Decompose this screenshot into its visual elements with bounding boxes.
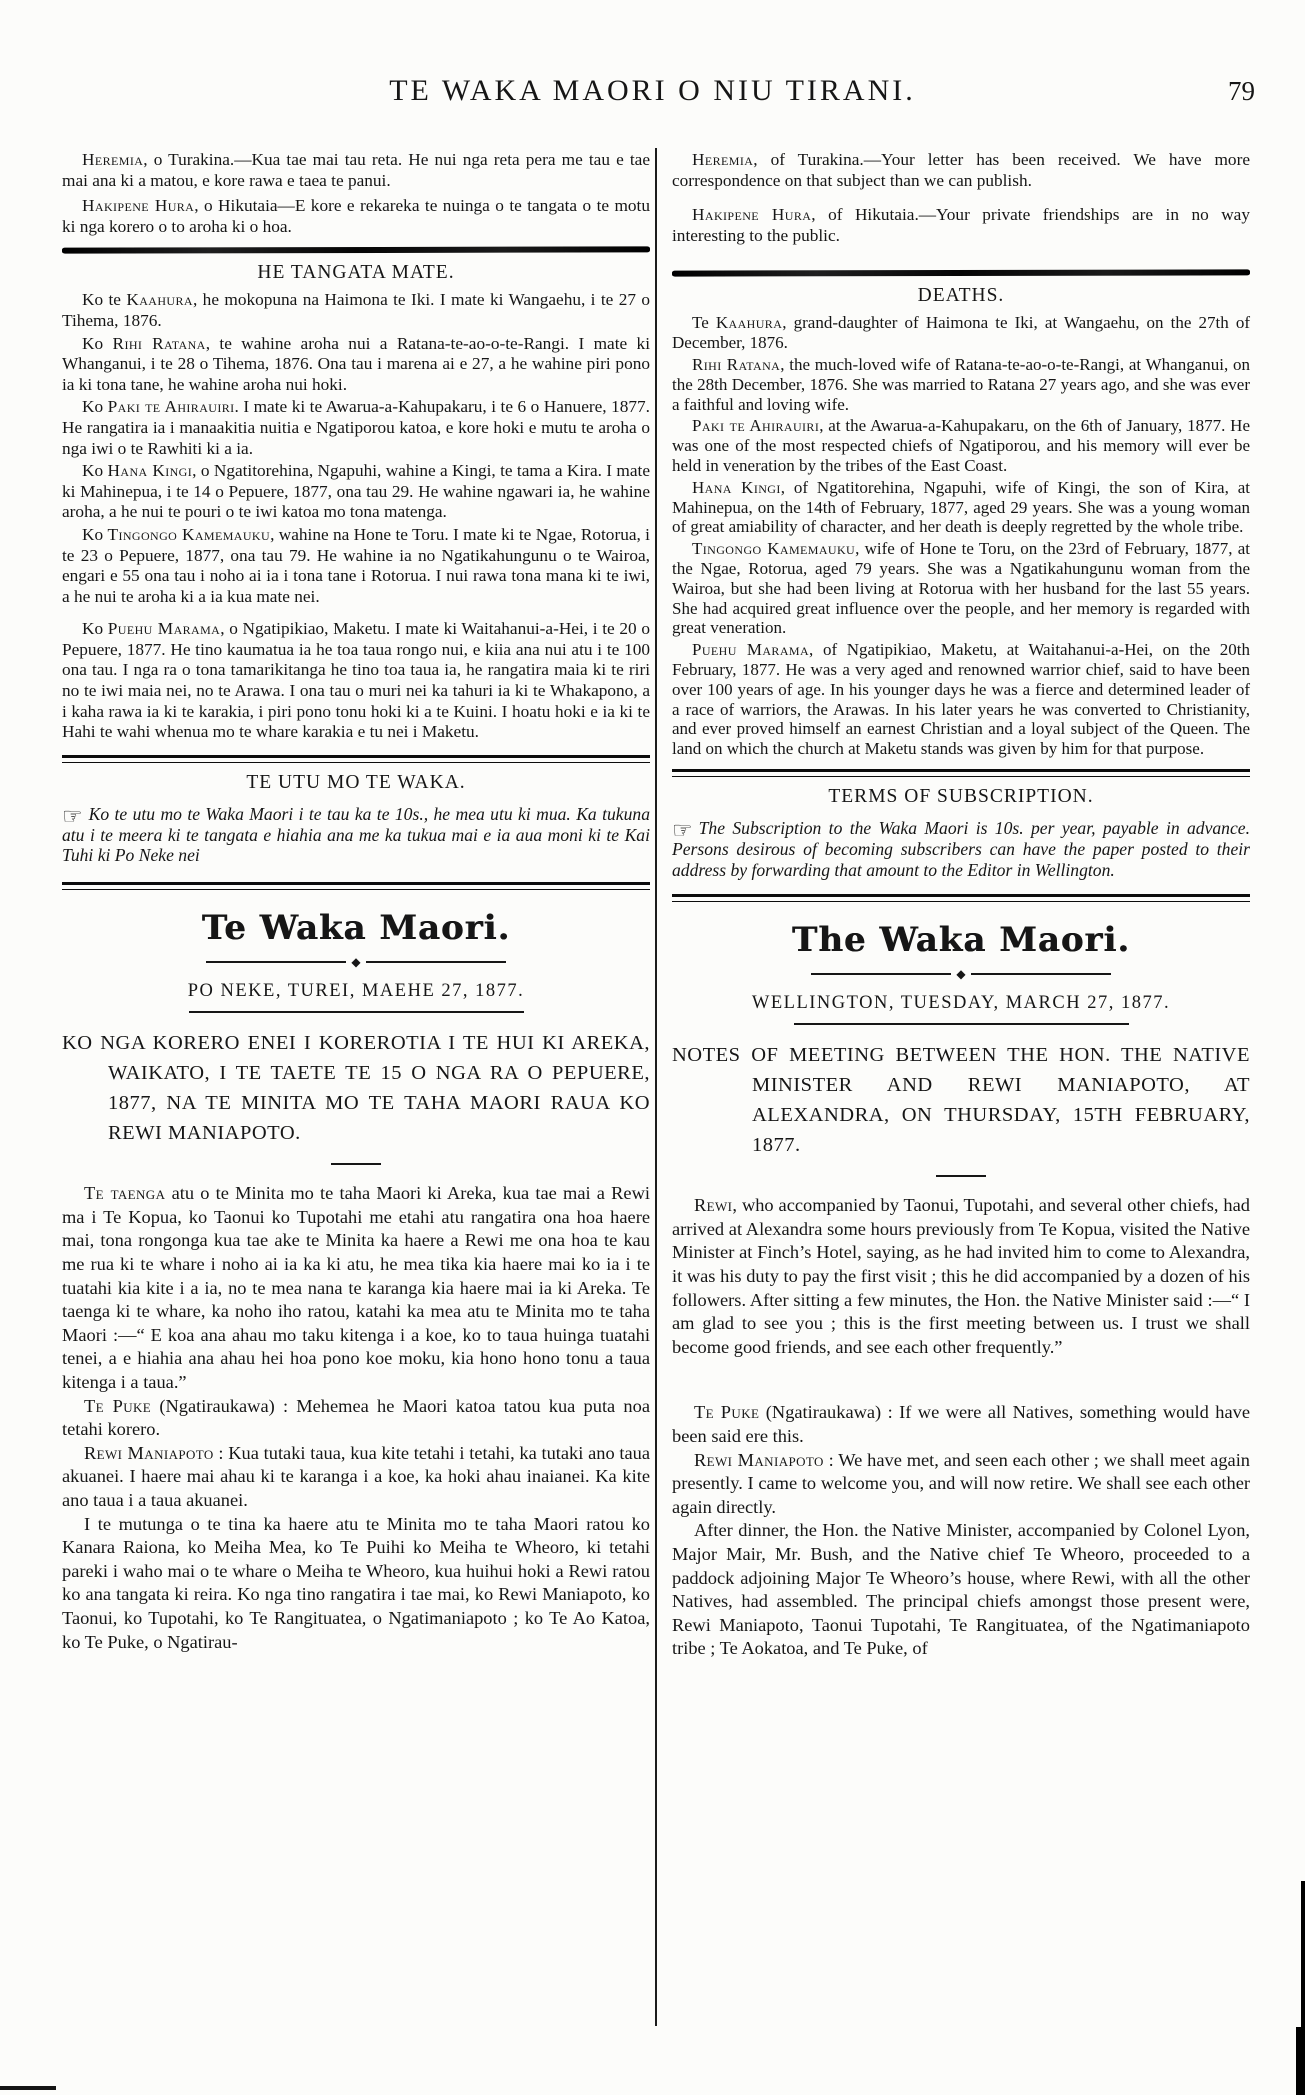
notice-text: , o Hikutaia—E kore e rekareka te nuinga o te tangata o te motu ki nga korero o to aroha ki o hoa. [62,196,650,236]
entry-text: , grand-daughter of Haimona te Iki, at Wangaehu, on the 27th of December, 1876. [672,313,1250,353]
deceased-name: Rihi Ratana [112,333,206,353]
pointing-hand-icon: ☞ [672,817,693,844]
terms-heading: TERMS OF SUBSCRIPTION. [828,785,1094,807]
para-text: , who accompanied by Taonui, Tupotahi, and several other chiefs, had arrived at Alexandra some hours previously from Te Kopua, visited the Native Minister at Finch’s Hotel, saying, as he had invited him to come to Alexandra, it was his duty to pay the first visit ; this he did accompanied by a dozen of his followers. After sitting a few minutes, the Hon. the Native Minister said :—“ I am glad to see you ; this is the first meeting between us. I trust we shall become good friends, and see each other frequently.” [672,1195,1250,1357]
scan-artifact [0,2086,56,2090]
deceased-name: Puehu Marama [107,619,221,639]
deceased-name: Kaahura [715,313,783,333]
article-paragraph [62,1182,650,1394]
death-entry [62,461,650,523]
article-paragraph [672,1194,1250,1359]
speaker-name: Rewi Maniapoto [694,1449,824,1470]
article-body-english [672,1194,1250,1661]
divider-line [811,973,951,975]
double-rule [62,882,650,890]
death-entry [62,397,650,459]
entry-text: . I mate ki te Awarua-a-Kahupakaru, i te 6 o Hanuere, 1877. He rangatira ia i manaakitia nuitia e Ngatiporou katoa, e kore hoki e mutu te aroha o nga iwi o te Rawhiti ki a ia. [62,397,650,458]
diamond-icon: ◆ [351,955,361,970]
deceased-name: Hana Kingi [692,477,781,497]
masthead-divider [811,968,1111,980]
article-paragraph [62,1442,650,1513]
divider-line [366,961,506,963]
speaker-name: Te Puke [84,1395,152,1416]
right-column [672,150,1250,1661]
entry-intro: Ko [82,333,113,353]
death-entry [62,525,650,607]
subscription-note-maori [62,804,650,866]
death-entry [672,313,1250,353]
speaker-name: Rewi [694,1195,733,1216]
notice-text: , of Hikutaia.—Your private friendships are in no way interesting to the public. [672,205,1250,245]
subscription-text: The Subscription to the Waka Maori is 10s. per year, payable in advance. Persons desirous of becoming subscribers can have the paper posted to their address by forwarding that amount to the Editor in Wellington. [672,817,1250,880]
section-rule [936,1175,986,1177]
deceased-name: Tingongo Kamemauku [692,539,856,559]
notice-text: , of Turakina.—Your letter has been received. We have more correspondence on that subject than we can publish. [672,150,1250,190]
death-entry [62,334,650,396]
entry-intro: Ko [82,524,108,544]
deaths-section-english [672,285,1250,759]
entry-text: , at the Awarua-a-Kahupakaru, on the 6th of January, 1877. He was one of the most respected chiefs of Ngatiporou, and his memory will ever be held in veneration by the tribes of the East Coast. [672,416,1251,475]
deceased-name: Rihi Ratana [692,354,781,374]
correspondent-name: Hakipene Hura [692,205,812,225]
death-entry [62,290,650,331]
deaths-section-maori [62,262,650,742]
entry-text: , wahine na Hone te Toru. I mate ki te Ngae, Rotorua, i te 23 o Pepuere, 1877, ona tau 79. He wahine ia no Ngatikahungunu o te Wairoa, engari e 55 ona tau i noho ai ia i tona tane i Rotorua. I nui rawa tona mana ki te iwi, a he nui te aroha ki a ia kua mate nei. [62,524,650,606]
speaker-name: Rewi Maniapoto [84,1442,214,1463]
entry-text: , wife of Hone te Toru, on the 23rd of February, 1877, at the Ngae, Rotorua, aged 79 years. She was a Ngatikahungunu woman from the Wairoa, but she had been living at Rotorua with her husband for the last 55 years. She had acquired great influence over the people, and her memory is regarded with great veneration. [672,539,1250,638]
ornamental-rule [62,247,650,254]
entry-intro: Ko te [82,290,127,310]
article-headline-english: NOTES OF MEETING BETWEEN THE HON. THE NATIVE MINISTER AND REWI MANIAPOTO, AT ALEXANDRA, ON THURSDAY, 15TH FEBRUARY, 1877. [672,1044,1250,1157]
subscription-heading-maori: TE UTU MO TE WAKA. [246,771,466,793]
deceased-name: Puehu Marama [692,640,810,660]
death-entry [672,355,1250,414]
deceased-name: Paki te Ahirauiri [692,416,820,436]
article-paragraph [62,1513,650,1655]
para-text: : We have met, and seen each other ; we shall meet again presently. I came to welcome you, and will now retire. We shall see each other again directly. [672,1449,1250,1517]
deceased-name: Hana Kingi [107,461,193,481]
entry-intro: Ko [82,397,108,417]
article-paragraph [672,1519,1250,1661]
speaker-name: Te taenga [84,1183,166,1204]
correspondent-name: Hakipene Hura [82,196,195,216]
page-number: 79 [1228,76,1255,106]
page-title: TE WAKA MAORI O NIU TIRANI. [389,74,916,107]
notice-paragraph [62,150,650,191]
para-text: (Ngatiraukawa) : If we were all Natives, something would have been said ere this. [672,1402,1250,1447]
notice-paragraph [672,150,1250,191]
entry-intro: Ko [82,461,108,481]
entry-intro: Te [692,313,716,333]
article-headline-maori: KO NGA KORERO ENEI I KOREROTIA I TE HUI KI AREKA, WAIKATO, I TE TAETE TE 15 O NGA RA O PEPUERE, 1877, NA TE MINITA MO TE TAHA MAORI RAUA KO REWI MANIAPOTO. [62,1032,650,1145]
column-divider [655,148,657,2026]
correspondent-name: Heremia [82,150,144,169]
deceased-name: Kaahura [126,290,193,310]
entry-text: , the much-loved wife of Ratana-te-ao-o-te-Rangi, at Whanganui, on the 28th December, 1876. She was married to Ratana 27 years ago, and she was ever a faithful and loving wife. [672,354,1250,414]
article-paragraph [62,1395,650,1442]
scan-artifact [1296,2027,1305,2095]
masthead-title-english: The Waka Maori. [791,920,1131,961]
entry-text: , of Ngatipikiao, Maketu, at Waitahanui-a-Hei, on the 20th February, 1877. He was a very aged and renowned warrior chief, said to have been over 100 years of age. In his younger days he was a fierce and determined leader of a race of warriors, the Arawas. In his later years he was converted to Christianity, and ever proved himself an earnest Christian and a loyal subject of the Queen. The land on which the church at Maketu stands was given by him for that purpose. [672,640,1250,759]
entry-text: , te wahine aroha nui a Ratana-te-ao-o-te-Rangi. I mate ki Whanganui, i te 28 o Tihema, 1876. Ona tau i marena ai e 27, a he wahine piri pono ia ki tona tane, he wahine aroha nui hoki. [62,333,650,394]
dateline-rule [794,1023,1129,1025]
masthead-divider [206,956,506,968]
deceased-name: Tingongo Kamemauku [107,524,271,544]
para-text: I te mutunga o te tina ka haere atu te Minita mo te taha Maori ratou ko Kanara Raiona, ko Meiha Mea, ko Te Puihi ko Meiha te Wheoro, ki tetahi pareki i waho mai o te whare o Meiha te Wheoro, kua huihui hoki a Rewi ratou ko ana tangata ki reira. Ko nga tino rangatira i tae mai, ko Rewi Maniapoto, ko Taonui, ko Tupotahi, ko Te Rangituatea, o Ngatimaniapoto ; ko Te Ao Katoa, ko Te Puke, o Ngatirau- [62,1513,650,1652]
notice-paragraph [62,196,650,237]
dateline-rule [189,1011,524,1013]
death-entry [62,619,650,743]
dateline-english: WELLINGTON, TUESDAY, MARCH 27, 1877. [751,993,1171,1014]
subscription-note-english [672,818,1250,880]
article-paragraph [672,1401,1250,1448]
entry-text: , he mokopuna na Haimona te Iki. I mate ki Wangaehu, i te 27 o Tihema, 1876. [62,290,651,330]
divider-line [971,973,1111,975]
para-text: : Kua tutaki taua, kua kite tetahi i tetahi, ka tutaki ano taua akuanei. I haere mai ahau ki te karanga i a koe, ka hoki ahau inaianei. Ka kite ano taua i a taua akuanei. [62,1442,651,1510]
dateline-maori: PO NEKE, TUREI, MAEHE 27, 1877. [187,981,525,1002]
death-entry [672,416,1250,475]
subscription-text: Ko te utu mo te Waka Maori i te tau ka te 10s., he mea utu ki mua. Ka tukuna atu i te meera ki te tangata e hiahia ana me ka tukua mai e ia aua moni ki te Kai Tuhi ki Po Neke nei [62,803,650,866]
masthead-title-maori: Te Waka Maori. [201,908,511,949]
pointing-hand-icon: ☞ [62,803,83,830]
article-paragraph [672,1449,1250,1520]
notice-paragraph [672,205,1250,246]
para-text: (Ngatiraukawa) : Mehemea he Maori katoa tatou kua puta noa tetahi korero. [62,1395,650,1440]
entry-text: , o Ngatitorehina, Ngapuhi, wahine a Kingi, te tama a Kira. I mate ki Mahinepua, i te 14 o Pepuere, 1877, ona tau 29. He wahine ngawari ia, he wahine aroha, a he nui te pouri o te iwi katoa mo tona matenga. [62,461,650,522]
speaker-name: Te Puke [694,1402,760,1423]
left-column [62,150,650,1654]
entry-intro: Ko [82,619,108,639]
double-rule [672,769,1250,777]
deceased-name: Paki te Ahirauiri [107,397,235,417]
entry-text: , of Ngatitorehina, Ngapuhi, wife of Kingi, the son of Kira, at Mahinepua, on the 14th of February, 1877, aged 29 years. She was a young woman of great amiability of character, and her death is deeply regretted by the whole tribe. [672,477,1250,537]
death-entry [672,539,1250,638]
para-text: atu o te Minita mo te taha Maori ki Areka, kua tae mai a Rewi ma i Te Kopua, ko Taonui ko Tupotahi me etahi atu rangatira ona hoa haere mai, tona rongonga kua tae ake te Minita ka haere a Rewi me ona hoa te kau me rua ki te whare i noho ai ia ka ki atu, he mea tika kia haere mai ko ia i te tuatahi kia kite i a ia, no te mea nana te karanga kia haere mai ia ki Areka. Te taenga ki te whare, ka noho iho ratou, katahi ka mea atu te Minita mo te taha Maori :—“ E koa ana ahau mo taku kitenga i a koe, ko to taua huinga tuatahi tenei, a e hiahia ana ahau hei hoa pono koe moku, kia hono hono tonu a taua kitenga i a taua.” [62,1183,650,1392]
double-rule [62,755,650,763]
correspondent-name: Heremia [692,150,754,169]
double-rule [672,894,1250,902]
article-body-maori [62,1182,650,1654]
deaths-heading-maori: HE TANGATA MATE. [257,262,455,284]
para-text: After dinner, the Hon. the Native Minister, accompanied by Colonel Lyon, Major Mair, Mr. Bush, and the Native chief Te Wheoro, proceeded to a paddock adjoining Major Te Wheoro’s house, where Rewi, with all the other Natives, had assembled. The principal chiefs amongst those present were, Rewi Maniapoto, Taonui Tupotahi, Te Rangituatea, of the Ngatimaniapoto tribe ; Te Aokatoa, and Te Puke, of [672,1520,1250,1659]
ornamental-rule [672,270,1250,277]
diamond-icon: ◆ [956,967,966,982]
death-entry [672,478,1250,537]
deaths-heading-english: DEATHS. [917,285,1005,307]
divider-line [206,961,346,963]
entry-text: , o Ngatipikiao, Maketu. I mate ki Waitahanui-a-Hei, i te 20 o Pepuere, 1877. He tino kaumatua ia he toa taua rongo nui, e kiia ana nui atu i te 100 ona tau. I nga ra o tona tamarikitanga he tino toa taua ia, he rangatira maia ki te riri no te iwi maia nei, no te Arawa. I ona tau o muri nei ka tahuri ia ki te Whakapono, a i kaha rawa ia ki te karakia, i piri pono tonu hoki ki a te Kuini. I hoatu hoki e ia ki te Hahi te wahi whenua mo te whare karakia e tu nei i Maketu. [62,619,650,742]
death-entry [672,640,1250,759]
section-rule [331,1163,381,1165]
scan-artifact [1301,1881,1305,2031]
notice-text: , o Turakina.—Kua tae mai tau reta. He nui nga reta pera me tau e tae mai ana ki a matou, e kore rawa e taea te panui. [62,150,650,190]
